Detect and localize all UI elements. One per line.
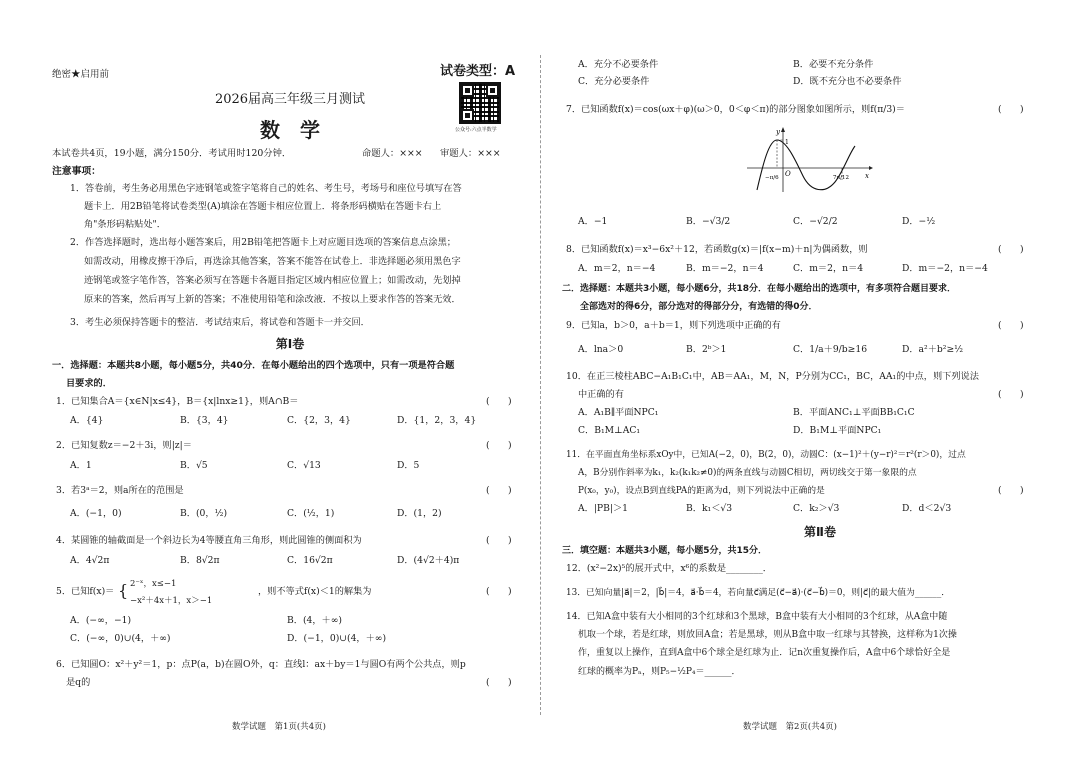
answer-bracket: ( ) xyxy=(998,244,1024,255)
section-2-title: 第Ⅱ卷 xyxy=(804,525,836,539)
q3-option-b: B．(0，½) xyxy=(180,508,228,519)
question-6-stem: 6．已知圆O：x²＋y²＝1，p：点P(a，b)在圆O外，q：直线l：ax＋by＝1与圆O有两个公共点，则p xyxy=(56,659,466,670)
q11-option-b: B．k₁＜√3 xyxy=(686,503,733,514)
answer-bracket: ( ) xyxy=(998,485,1024,496)
q5-option-a: A．(−∞，−1) xyxy=(70,615,132,626)
setter: 命题人：××× xyxy=(362,148,423,159)
q10-option-c: C．B₁M⊥AC₁ xyxy=(578,425,641,436)
question-3-stem: 3．若3ᵃ＝2，则a所在的范围是 xyxy=(56,485,184,496)
question-10-stem: 10．在正三棱柱ABC−A₁B₁C₁中，AB＝AA₁，M，N，P分别为CC₁，BC，AA₁的中点，则下列说法 xyxy=(566,371,979,382)
question-12: 12．(x²−2x)⁵的展开式中，x⁶的系数是________． xyxy=(566,563,772,574)
q7-option-b: B．−√3/2 xyxy=(686,216,731,227)
x-right-label: 7π/12 xyxy=(833,175,849,181)
q4-option-a: A．4√2π xyxy=(70,555,110,566)
reviewer: 审题人：××× xyxy=(440,148,501,159)
q5-option-d: D．(−1，0)∪(4，＋∞) xyxy=(287,633,387,644)
q1-option-c: C．{2，3，4} xyxy=(287,415,351,426)
q11-option-a: A．|PB|＞1 xyxy=(578,503,628,514)
question-5-stem-cont: ，则不等式f(x)＜1的解集为 xyxy=(258,586,372,597)
question-9-stem: 9．已知a，b＞0，a＋b＝1，则下列选项中正确的有 xyxy=(566,320,781,331)
answer-bracket: ( ) xyxy=(486,396,512,407)
page-footer: 数学试题 第1页(共4页) xyxy=(232,722,326,732)
question-10-stem-cont: 中正确的有 xyxy=(578,389,624,400)
origin-label: O xyxy=(785,170,791,178)
q2-option-b: B．√5 xyxy=(180,460,208,471)
y-axis-arrow xyxy=(781,127,785,132)
qr-caption: 公众号:六点半数学 xyxy=(455,127,497,133)
q9-option-a: A．lna＞0 xyxy=(578,344,624,355)
question-14-line: 机取一个球，若是红球，则放回A盒；若是黑球，则从B盒中取一红球与其替换，这样称为1次操 xyxy=(578,630,957,640)
note-line: 如需改动，用橡皮擦干净后，再选涂其他答案，答案不能答在试卷上．非选择题必须用黑色字 xyxy=(84,256,461,267)
question-8-stem: 8．已知函数f(x)＝x³−6x²＋12，若函数g(x)＝|f(x−m)＋n|为偶函数，则 xyxy=(566,244,868,255)
q5-option-c: C．(−∞，0)∪(4，＋∞) xyxy=(70,633,171,644)
q10-option-a: A．A₁B∥平面NPC₁ xyxy=(578,407,659,418)
exam-page-2 xyxy=(540,0,1080,763)
q4-option-b: B．8√2π xyxy=(180,555,220,566)
q10-option-b: B．平面ANC₁⊥平面BB₁C₁C xyxy=(793,407,915,418)
q3-option-a: A．(−1，0) xyxy=(70,508,122,519)
x-left-label: −π/6 xyxy=(765,175,779,181)
q1-option-b: B．{3，4} xyxy=(180,415,229,426)
q6-option-b: B．必要不充分条件 xyxy=(793,59,874,70)
q8-option-b: B．m＝−2，n＝4 xyxy=(686,263,764,274)
question-14-line: 作，重复以上操作，直到A盒中6个球全是红球为止．记n次重复操作后，A盒中6个球恰好全是 xyxy=(578,648,951,658)
q2-option-a: A．1 xyxy=(70,460,92,471)
q9-option-d: D．a²＋b²≥½ xyxy=(902,344,964,355)
q9-option-c: C．1/a＋9/b≥16 xyxy=(793,344,868,355)
note-line: 角"条形码粘贴处"． xyxy=(84,219,166,230)
q5-option-b: B．(4，＋∞) xyxy=(287,615,342,626)
piecewise-brace: { xyxy=(118,581,129,600)
q2-option-d: D．5 xyxy=(397,460,420,471)
curve xyxy=(757,140,855,190)
answer-bracket: ( ) xyxy=(486,677,512,688)
q2-option-c: C．√13 xyxy=(287,460,321,471)
question-2-stem: 2．已知复数z＝−2＋3i，则|z|＝ xyxy=(56,440,192,451)
answer-bracket: ( ) xyxy=(486,586,512,597)
part-1-heading: 一．选择题：本题共8小题，每小题5分，共40分．在每小题给出的四个选项中，只有一项是符合题 xyxy=(52,360,455,371)
y-label: y xyxy=(776,128,780,136)
q6-option-c: C．充分必要条件 xyxy=(578,76,650,87)
question-11-stem-cont2: P(x₀，y₀)，设点B到直线PA的距离为d，则下列说法中正确的是 xyxy=(578,486,825,496)
q8-option-d: D．m＝−2，n＝−4 xyxy=(902,263,988,274)
section-1-title: 第Ⅰ卷 xyxy=(275,337,305,351)
q4-option-d: D．(4√2＋4)π xyxy=(397,555,460,566)
question-11-stem-cont: A，B分别作斜率为k₁，k₂(k₁k₂≠0)的两条直线与动圆C相切，两切线交于第一象限的点 xyxy=(578,468,917,478)
answer-bracket: ( ) xyxy=(486,535,512,546)
question-1-stem: 1．已知集合A＝{x∈N|x≤4}，B＝{x|lnx≥1}，则A∩B＝ xyxy=(56,396,299,407)
question-14-line: 红球的概率为Pₙ，则P₅−½P₄＝______． xyxy=(578,667,741,677)
q7-option-d: D．−½ xyxy=(902,216,936,227)
subject-title: 数 学 xyxy=(260,118,320,142)
q8-option-a: A．m＝2，n＝−4 xyxy=(578,263,656,274)
q9-option-b: B．2ᵇ＞1 xyxy=(686,344,727,355)
qr-code xyxy=(459,82,501,124)
notes-title: 注意事项： xyxy=(52,166,101,177)
question-4-stem: 4．某圆锥的轴截面是一个斜边长为4等腰直角三角形，则此圆锥的侧面积为 xyxy=(56,535,362,546)
answer-bracket: ( ) xyxy=(486,485,512,496)
question-14-line: 14．已知A盒中装有大小相同的3个红球和3个黑球，B盒中装有大小相同的3个红球，从A盒中随 xyxy=(566,612,948,622)
q10-option-d: D．B₁M⊥平面NPC₁ xyxy=(793,425,882,436)
secret-label: 绝密★启用前 xyxy=(52,69,110,80)
page-footer: 数学试题 第2页(共4页) xyxy=(743,722,837,732)
x-axis-arrow xyxy=(869,166,873,170)
exam-title: 2026届高三年级三月测试 xyxy=(214,92,366,107)
q3-option-d: D．(1，2) xyxy=(397,508,442,519)
question-6-stem-cont: 是q的 xyxy=(66,677,91,688)
question-13: 13．已知向量|a⃗|＝2，|b⃗|＝4，a⃗·b⃗＝4，若向量c⃗满足(c⃗−a⃗)·(c⃗−b⃗)＝0，则|c⃗|的最大值为______． xyxy=(566,588,951,598)
question-11-stem: 11．在平面直角坐标系xOy中，已知A(−2，0)，B(2，0)，动圆C：(x−1)²＋(y−r)²＝r²(r＞0)，过点 xyxy=(566,450,966,460)
q6-option-d: D．既不充分也不必要条件 xyxy=(793,76,902,87)
note-line: 原来的答案，然后再写上新的答案；不准使用铅笔和涂改液．不按以上要求作答的答案无效． xyxy=(84,294,461,305)
note-line: 3．考生必须保持答题卡的整洁．考试结束后，将试卷和答题卡一并交回． xyxy=(70,317,370,328)
answer-bracket: ( ) xyxy=(486,440,512,451)
part-1-heading-cont: 目要求的． xyxy=(66,378,112,389)
x-label: x xyxy=(865,172,869,180)
note-line: 迹钢笔或签字笔作答，答案必须写在答题卡各题目指定区域内相应位置上；如需改动，先划掉 xyxy=(84,275,461,286)
note-line: 2．作答选择题时，选出每小题答案后，用2B铅笔把答题卡上对应题目选项的答案信息点涂黑； xyxy=(70,237,456,248)
q1-option-d: D．{1，2，3，4} xyxy=(397,415,477,426)
q11-option-c: C．k₂＞√3 xyxy=(793,503,840,514)
y-one-label: 1 xyxy=(785,139,789,146)
q7-option-c: C．−√2/2 xyxy=(793,216,838,227)
q7-option-a: A．−1 xyxy=(578,216,608,227)
q3-option-c: C．(½，1) xyxy=(287,508,335,519)
exam-info: 本试卷共4页，19小题，满分150分．考试用时120分钟． xyxy=(52,148,292,159)
question-5-stem: 5．已知f(x)＝ xyxy=(56,586,115,597)
note-line: 1．答卷前，考生务必用黑色字迹钢笔或签字笔将自己的姓名、考生号，考场号和座位号填写在答 xyxy=(70,183,462,194)
part-2-heading: 二．选择题：本题共3小题，每小题6分，共18分．在每小题给出的选项中，有多项符合题目要求． xyxy=(562,284,957,294)
q11-option-d: D．d＜2√3 xyxy=(902,503,952,514)
answer-bracket: ( ) xyxy=(998,320,1024,331)
question-7-stem: 7．已知函数f(x)＝cos(ωx＋φ)(ω＞0，0＜φ＜π)的部分图象如图所示，则f(π/3)＝ xyxy=(566,104,905,115)
part-3-heading: 三．填空题：本题共3小题，每小题5分，共15分． xyxy=(562,546,768,556)
answer-bracket: ( ) xyxy=(998,389,1024,400)
q6-option-a: A．充分不必要条件 xyxy=(578,59,659,70)
part-2-heading-cont: 全部选对的得6分，部分选对的得部分分，有选错的得0分． xyxy=(580,302,818,312)
paper-type: 试卷类型：A xyxy=(440,64,516,79)
cosine-graph xyxy=(745,124,875,194)
q5-case-2: −x²＋4x＋1，x＞−1 xyxy=(130,596,213,606)
answer-bracket: ( ) xyxy=(998,104,1024,115)
q8-option-c: C．m＝2，n＝4 xyxy=(793,263,864,274)
q5-case-1: 2⁻ˣ，x≤−1 xyxy=(130,579,177,589)
q1-option-a: A．{4} xyxy=(70,415,104,426)
q4-option-c: C．16√2π xyxy=(287,555,333,566)
note-line: 题卡上．用2B铅笔将试卷类型(A)填涂在答题卡相应位置上．将条形码横贴在答题卡右上 xyxy=(84,201,442,212)
